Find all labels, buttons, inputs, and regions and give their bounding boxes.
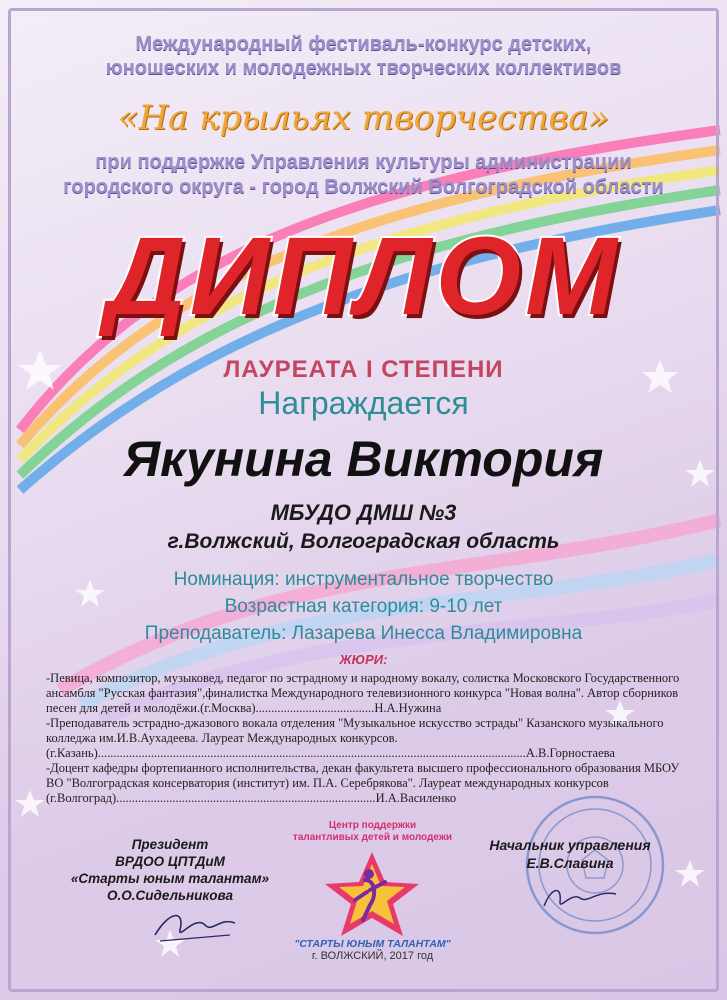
award-details [0, 566, 727, 647]
head-name: Е.В.Славина [526, 855, 614, 871]
degree-label: ЛАУРЕАТА I СТЕПЕНИ [223, 356, 504, 383]
president-name: О.О.Сидельникова [107, 888, 233, 903]
president-org: ВРДОО ЦПТДиМ [115, 854, 225, 869]
diploma-title: ДИПЛОМ [106, 215, 621, 338]
logo-caption-line-1: Центр поддержки [328, 820, 417, 831]
jury-member-2-sign: А.В.Горностаева [525, 746, 615, 760]
president-title: Президент [131, 837, 209, 852]
recipient-name: Якунина Виктория [123, 431, 604, 487]
nomination: Номинация: инструментальное творчество [173, 569, 554, 590]
recipient-school: МБУДО ДМШ №3 [270, 500, 457, 525]
handwritten-signature [150, 905, 240, 945]
president-signature-block [40, 836, 300, 904]
support-heading [0, 150, 727, 200]
festival-heading [0, 32, 727, 80]
jury-list [46, 671, 690, 806]
logo-caption [280, 820, 465, 844]
support-line-1: при поддержке Управления культуры администрации [95, 151, 632, 173]
festival-line-2: юношеских и молодежных творческих коллективов [105, 57, 622, 79]
logo-name: "СТАРТЫ ЮНЫМ ТАЛАНТАМ" [294, 938, 451, 950]
jury-member-1 [46, 671, 690, 716]
jury-member-2 [46, 716, 690, 761]
center-logo [280, 820, 465, 970]
support-line-2: городского округа - город Волжский Волгоградской области [63, 176, 664, 198]
issue-place-year: г. ВОЛЖСКИЙ, 2017 год [311, 950, 434, 962]
festival-slogan: «На крыльях творчества» [117, 98, 610, 138]
jury-member-2-text: -Преподаватель эстрадно-джазового вокала отделения "Музыкальное искусство эстрады" Казанского музыкального колледжа им.И.В.Аухадеева. Лауреат Международных конкурсов. (г.Казань)......................................................................................................................................... [46, 716, 664, 760]
teacher: Преподаватель: Лазарева Инесса Владимировна [144, 623, 583, 644]
jury-member-3-text: -Доцент кафедры фортепианного исполнительства, декан факультета высшего профессионального образования МБОУ ВО "Волгоградская консерватория (институт) им. П.А. Серебрякова". Лауреат международных конкурсов (г.Волгоград)................................................................................... [46, 761, 680, 805]
recipient-city: г.Волжский, Волгоградская область [167, 530, 560, 553]
handwritten-signature [540, 880, 620, 916]
age-category: Возрастная категория: 9-10 лет [224, 596, 503, 617]
jury-member-3-sign: И.А.Василенко [375, 791, 457, 805]
logo-caption-line-2: талантливых детей и молодежи [292, 832, 453, 843]
festival-line-1: Международный фестиваль-конкурс детских, [135, 33, 592, 55]
dancer-logo-icon [315, 850, 430, 938]
head-title: Начальник управления [489, 837, 651, 853]
head-of-department-signature-block [470, 836, 670, 872]
awarded-label: Награждается [258, 385, 469, 421]
president-org-name: «Старты юным талантам» [70, 871, 270, 886]
jury-member-1-text: -Певица, композитор, музыковед, педагог по эстрадному и народному вокалу, солистка Московского Государственного ансамбля "Русская фантазия",финалистка Международного телевизионного конкурса "Новая волна". Автор сборников песен для детей и молодёжи.(г.Москва)...................................... [46, 671, 680, 715]
jury-member-1-sign: Н.А.Нужина [374, 701, 442, 715]
jury-title: ЖЮРИ: [339, 652, 388, 667]
